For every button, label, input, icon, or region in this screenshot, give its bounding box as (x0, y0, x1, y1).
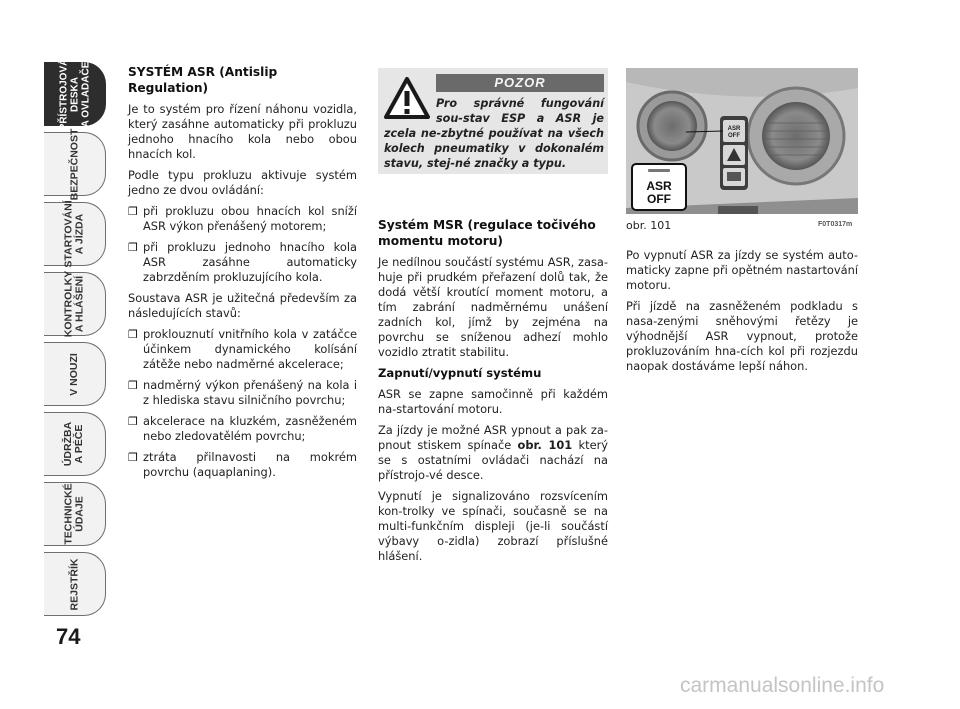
tab-label: PŘÍSTROJOVÁ DESKA A OVLADAČE (58, 58, 91, 130)
paragraph: Vypnutí je signalizováno rozsvícením kon-trolky ve spínači, současně se na multi-funkčním displeji (je-li součástí výbavy o-zidla) zobrazí příslušné hlášení. (378, 489, 608, 563)
page-number: 74 (56, 624, 81, 649)
paragraph: Podle typu prokluzu aktivuje systém jedno ze dvou ovládání: (128, 168, 357, 197)
tab-bezpecnost[interactable] (44, 128, 106, 200)
warning-text: Pro správné fungování sou-stav ESP a ASR je zcela ne-zbytné používat na všech kolech pneumatiky v dokonalém stavu, stej-né značky a typu. (384, 97, 604, 170)
checkbox-bullet-icon: ❒ (128, 451, 138, 464)
section-subtitle: Zapnutí/vypnutí systému (378, 366, 542, 380)
tab-technicke-udaje[interactable] (44, 482, 106, 546)
figure-reference: obr. 101 (517, 438, 573, 452)
paragraph: Za jízdy je možné ASR ypnout a pak za-pnout stiskem spínače obr. 101 který se s ostatními ovládači nachází na přístrojo-vé desce. (378, 423, 609, 482)
list-item: ❒ proklouznutí vnitřního kola v zatáčce účinkem dynamického kolísání zátěže nebo nadměrné akcelerace; (128, 327, 357, 371)
paragraph: Je to systém pro řízení náhonu vozidla, který zasáhne automaticky při prokluzu jednoho hnacího kola nebo obou hnacích kol. (128, 102, 357, 161)
dashboard-photo (626, 68, 858, 214)
watermark: carmanualsonline.info (680, 674, 885, 697)
tab-label: V NOUZI (68, 352, 80, 396)
list-item: ❒ ztráta přilnavosti na mokrém povrchu (aquaplaning). (128, 450, 357, 479)
column-asr-switch (626, 248, 858, 380)
tab-label: BEZPEČNOST (68, 128, 81, 200)
list-item: ❒ nadměrný výkon přenášený na kola i z hlediska stavu silničního povrchu; (128, 378, 357, 407)
section-title: SYSTÉM ASR (Antislip Regulation) (128, 65, 278, 95)
tab-kontrolky[interactable] (44, 272, 106, 336)
tab-label: TECHNICKÉ ÚDAJE (62, 483, 86, 545)
warning-title: POZOR (436, 74, 604, 92)
asr-off-button-label-1: ASR (646, 179, 672, 193)
paragraph: Je nedílnou součástí systému ASR, zasa-huje při prudkém přeřazení dolů tak, že dodá větší kroutící moment motoru, a tím zabrání nadměrnému unášení zadních kol, jímž by zejména na povrchu se sníženou adhezí mohlo vozidlo ztratit stabilitu. (378, 255, 608, 359)
tab-udrzba[interactable] (44, 412, 106, 476)
switch-small-label-1: ASR (727, 126, 741, 132)
tab-label: KONTROLKY A HLÁŠENÍ (62, 270, 86, 338)
column-asr (128, 64, 357, 486)
asr-off-button-label-2: OFF (647, 192, 671, 206)
section-title: Systém MSR (regulace točivého momentu motoru) (378, 218, 596, 248)
paragraph: Po vypnutí ASR za jízdy se systém auto-maticky zapne při opětném nastartování motoru. (626, 248, 858, 292)
paragraph: ASR se zapne samočinně při každém na-startování motoru. (378, 387, 608, 416)
figure-caption: obr. 101 (626, 219, 672, 232)
checkbox-bullet-icon: ❒ (128, 379, 138, 392)
asr-off-switch-illustration (626, 68, 858, 214)
tab-pristrojova-deska[interactable] (44, 58, 106, 130)
column-msr (378, 217, 608, 570)
checkbox-bullet-icon: ❒ (128, 415, 138, 428)
chapter-tabs (44, 58, 106, 618)
list-item: ❒ při prokluzu jednoho hnacího kola ASR zasáhne automaticky zabrzděním prokluzujícího kola. (128, 240, 357, 284)
tab-startovani[interactable] (44, 202, 106, 266)
tab-label: REJSTŘÍK (68, 558, 80, 610)
warning-box (378, 68, 608, 174)
list-item: ❒ při prokluzu obou hnacích kol sníží ASR výkon přenášený motorem; (128, 204, 357, 233)
switch-small-label-2: OFF (728, 133, 740, 139)
tab-v-nouzi[interactable] (44, 342, 106, 406)
paragraph: Soustava ASR je užitečná především za následujících stavů: (128, 291, 357, 320)
tab-rejstrik[interactable] (44, 552, 106, 616)
checkbox-bullet-icon: ❒ (128, 328, 138, 341)
paragraph: Při jízdě na zasněženém podkladu s nasa-zenými sněhovými řetězy je výhodnější ASR vypnout, protože prokluzováním hna-cích kol při rozjezdu naopak dostáváme lepší náhon. (626, 299, 858, 373)
checkbox-bullet-icon: ❒ (128, 241, 138, 254)
tab-label: STARTOVÁNÍ A JÍZDA (62, 200, 86, 268)
figure-code: F0T0317m (818, 221, 853, 228)
list-item: ❒ akcelerace na kluzkém, zasněženém nebo zledovatělém povrchu; (128, 414, 357, 443)
tab-label: ÚDRŽBA A PÉČE (62, 421, 86, 467)
checkbox-bullet-icon: ❒ (128, 205, 138, 218)
